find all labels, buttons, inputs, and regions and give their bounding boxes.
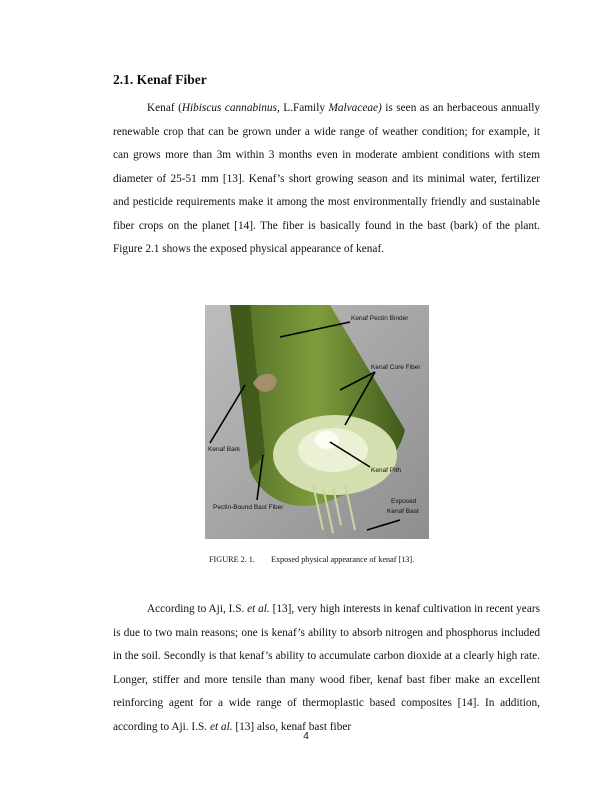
label-pectin-binder: Kenaf Pectin Binder xyxy=(351,315,409,322)
p2-etal-2: et al. xyxy=(209,720,233,733)
label-pectin-bound-bast: Pectin-Bound Bast Fiber xyxy=(213,504,284,511)
label-exposed: Exposed xyxy=(391,498,417,505)
kenaf-stem-illustration xyxy=(205,305,429,539)
paragraph-kenaf-interest xyxy=(113,598,540,739)
page-number: 4 xyxy=(303,731,309,742)
caption-number: FIGURE 2. 1. xyxy=(209,555,255,564)
section-heading: 2.1. Kenaf Fiber xyxy=(113,72,207,87)
p1-scientific-name: Hibiscus cannabinus, xyxy=(181,102,280,114)
p2-part3: [13] also, kenaf bast fiber xyxy=(232,720,352,733)
p1-intro: Kenaf ( xyxy=(147,102,182,114)
label-kenaf-bast: Kenaf Bast xyxy=(387,508,419,515)
caption-text: Exposed physical appearance of kenaf [13]. xyxy=(270,555,415,564)
p1-family-name: Malvaceae) xyxy=(328,102,382,114)
label-bark: Kenaf Bark xyxy=(208,446,241,453)
label-core-fiber: Kenaf Core Fiber xyxy=(371,364,421,371)
paragraph-kenaf-description xyxy=(113,97,540,262)
label-pith: Kenaf Pith xyxy=(371,467,401,474)
p2-part1: According to Aji, I.S. xyxy=(147,603,248,615)
p2-etal-1: et al. xyxy=(247,603,270,615)
p1-family-prefix: L.Family xyxy=(279,102,329,114)
figure-caption xyxy=(209,555,414,564)
p1-rest: is seen as an herbaceous annually renewable crop that can be grown under a wide range of weather condition; for example, it can grows more than 3m within 3 months even in moderate ambient conditions with stem diameter of 25-51 mm [13]. Kenaf’s short growing season and its minimal water, fertilizer and pesticide requirements make it among the most environmentally friendly and sustainable fiber crops on the planet [14]. The fiber is basically found in the bast (bark) of the plant. Figure 2.1 shows the exposed physical appearance of kenaf. xyxy=(113,102,541,255)
kenaf-figure xyxy=(205,305,429,539)
p2-part2: [13], very high interests in kenaf cultivation in recent years is due to two main reasons; one is kenaf’s ability to absorb nitrogen and phosphorus included in the soil. Secondly is that kenaf’s ability to accumulate carbon dioxide at a clearly high rate. Longer, stiffer and more tensile than many wood fiber, kenaf bast fiber make an excellent reinforcing agent for a wide range of thermoplastic based composites [14]. In addition, according to Aji. I.S. xyxy=(113,603,540,733)
